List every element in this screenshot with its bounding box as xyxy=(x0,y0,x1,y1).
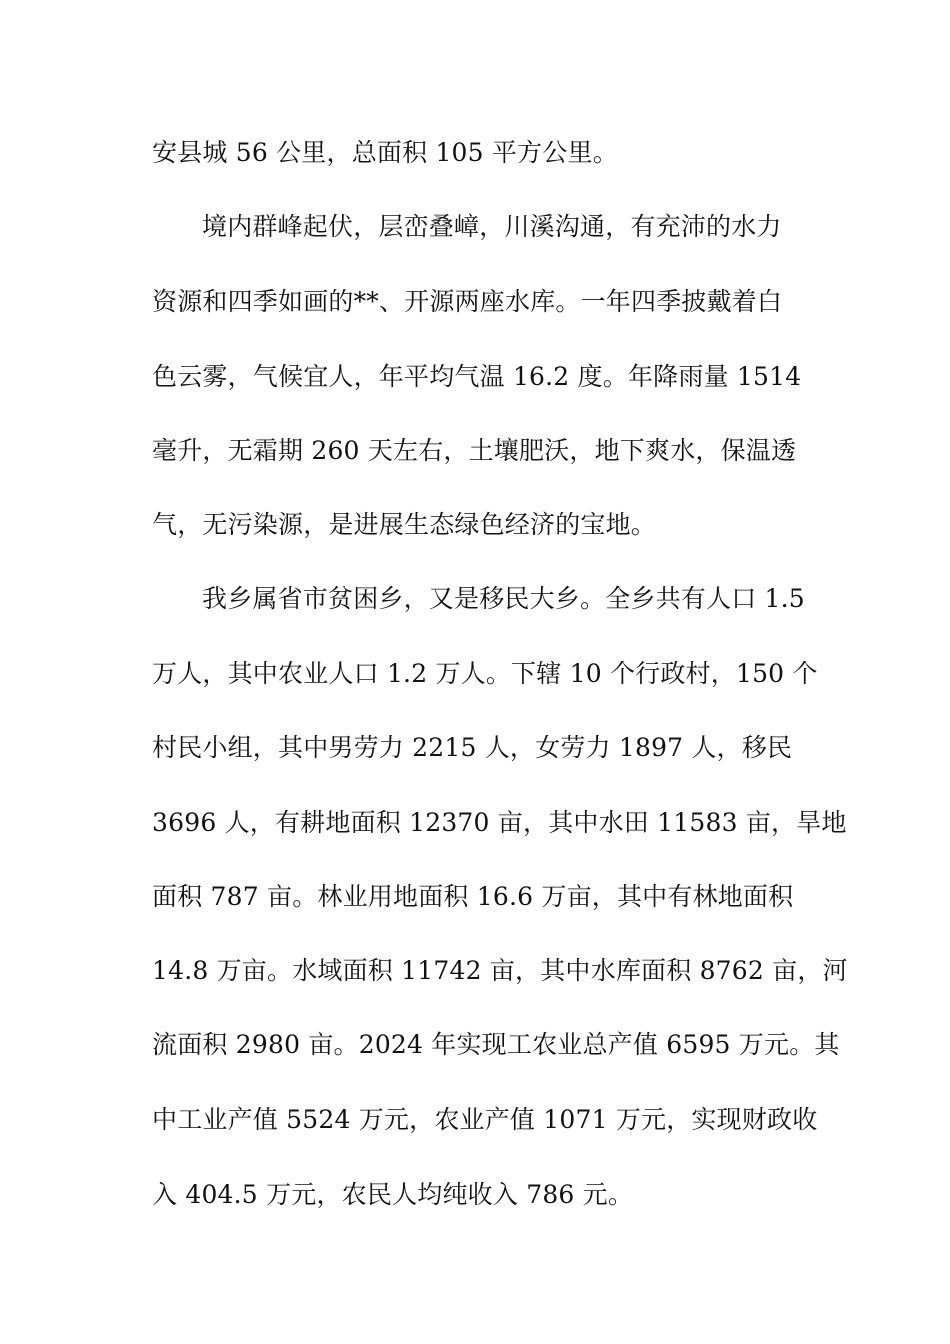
text-line-2: 境内群峰起伏，层峦叠嶂，川溪沟通，有充沛的水力 xyxy=(202,212,782,241)
text-line-8: 万人，其中农业人口 1.2 万人。下辖 10 个行政村，150 个 xyxy=(152,659,818,688)
text-line-12: 14.8 万亩。水域面积 11742 亩，其中水库面积 8762 亩，河 xyxy=(152,956,848,985)
text-line-14: 中工业产值 5524 万元，农业产值 1071 万元，实现财政收 xyxy=(152,1105,818,1134)
text-line-6: 气，无污染源，是进展生态绿色经济的宝地。 xyxy=(152,510,657,539)
text-line-13: 流面积 2980 亩。2024 年实现工农业总产值 6595 万元。其 xyxy=(152,1030,840,1059)
text-line-7: 我乡属省市贫困乡，又是移民大乡。全乡共有人口 1.5 xyxy=(202,584,805,613)
text-line-3: 资源和四季如画的**、开源两座水库。一年四季披戴着白 xyxy=(152,287,783,316)
text-line-4: 色云雾，气候宜人，年平均气温 16.2 度。年降雨量 1514 xyxy=(152,362,802,391)
text-line-10: 3696 人，有耕地面积 12370 亩，其中水田 11583 亩，旱地 xyxy=(152,808,847,837)
text-line-1: 安县城 56 公里，总面积 105 平方公里。 xyxy=(152,138,618,167)
text-line-5: 毫升，无霜期 260 天左右，土壤肥沃，地下爽水，保温透 xyxy=(152,436,797,465)
text-line-9: 村民小组，其中男劳力 2215 人，女劳力 1897 人，移民 xyxy=(152,733,793,762)
text-line-11: 面积 787 亩。林业用地面积 16.6 万亩，其中有林地面积 xyxy=(152,882,794,911)
text-line-15: 入 404.5 万元，农民人均纯收入 786 元。 xyxy=(152,1180,634,1209)
